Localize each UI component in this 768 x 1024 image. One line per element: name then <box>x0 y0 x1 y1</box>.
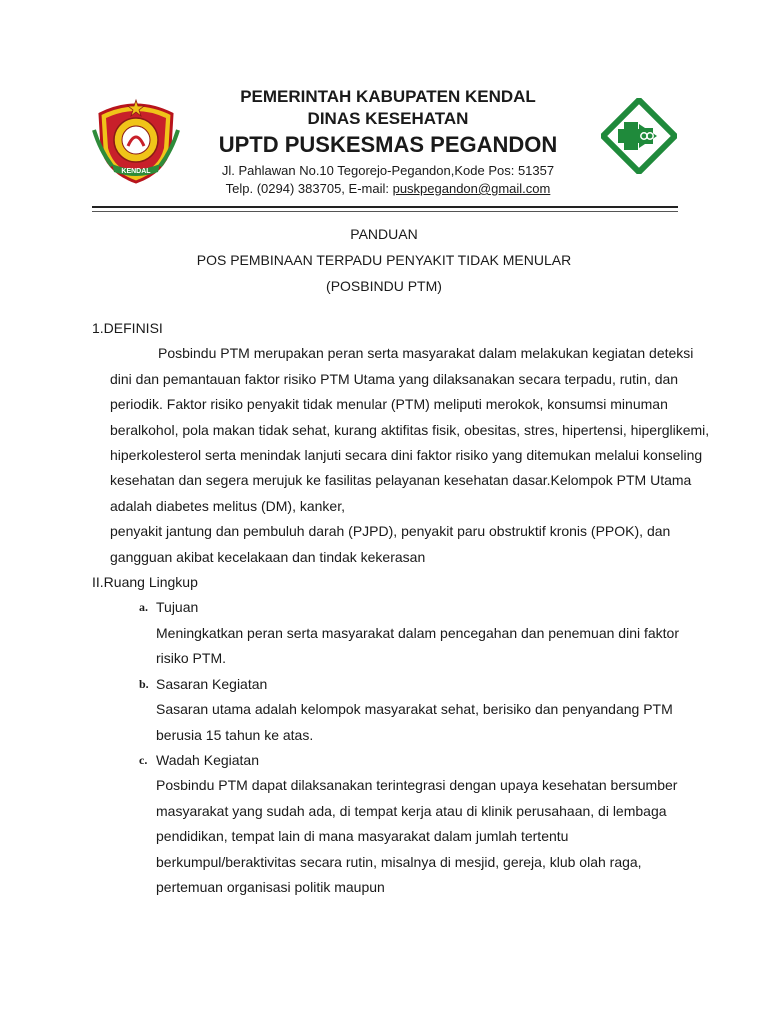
letterhead <box>190 86 586 198</box>
list-marker: a. <box>139 600 148 615</box>
letterhead-email-link[interactable]: puskpegandon@gmail.com <box>392 181 551 196</box>
definisi-paragraph-continued: penyakit jantung dan pembuluh darah (PJPD), penyakit paru obstruktif kronis (PPOK), dan gangguan akibat kecelakaan dan tindak kekerasan <box>110 523 671 565</box>
definisi-paragraph: Posbindu PTM merupakan peran serta masyarakat dalam melakukan kegiatan deteksi dini dan pemantauan faktor risiko PTM Utama yang dilaksanakan secara terpadu, rutin, dan periodik. Faktor risiko penyakit tidak menular (PTM) meliputi merokok, konsumsi minuman beralkohol, pola makan tidak sehat, kurang aktifitas fisik, obesitas, stres, hipertensi, hiperglikemi, hiperkolesterol serta menindak lanjuti secara dini faktor risiko yang ditemukan melalui konseling kesehatan dan segera merujuk ke fasilitas pelayanan kesehatan dasar.Kelompok PTM Utama adalah diabetes melitus (DM), kanker, <box>110 345 710 514</box>
letterhead-department: DINAS KESEHATAN <box>307 109 469 128</box>
title-line-2: POS PEMBINAAN TERPADU PENYAKIT TIDAK MENULAR <box>196 252 572 268</box>
list-marker: c. <box>139 752 148 767</box>
puskesmas-logo-icon <box>601 98 677 174</box>
section-heading-definisi: 1.DEFINISI <box>92 320 163 336</box>
letterhead-address: Jl. Pahlawan No.10 Tegorejo-Pegandon,Kode Pos: 51357 <box>221 163 555 178</box>
section-heading-ruang-lingkup: II.Ruang Lingkup <box>92 574 198 591</box>
kendal-emblem-icon <box>90 90 182 186</box>
letterhead-rule <box>92 206 678 208</box>
list-item-title <box>92 672 712 697</box>
list-marker: b. <box>139 676 149 691</box>
list-item <box>92 748 712 900</box>
title-line-1: PANDUAN <box>350 226 418 242</box>
document-title <box>0 221 768 299</box>
list-item-title <box>92 595 712 620</box>
list-item <box>92 672 712 748</box>
letterhead-government: PEMERINTAH KABUPATEN KENDAL <box>240 87 536 106</box>
list-item-title-text: Sasaran Kegiatan <box>156 675 268 692</box>
list-item-description: Sasaran utama adalah kelompok masyarakat sehat, berisiko dan penyandang PTM berusia 15 tahun ke atas. <box>156 701 673 743</box>
list-item-title-text: Tujuan <box>156 599 199 616</box>
list-item-description: Posbindu PTM dapat dilaksanakan terintegrasi dengan upaya kesehatan bersumber masyarakat yang sudah ada, di tempat kerja atau di klinik perusahaan, di lembaga pendidikan, tempat lain di mana masyarakat dalam jumlah tertentu berkumpul/beraktivitas secara rutin, misalnya di mesjid, gereja, klub olah raga, pertemuan organisasi politik maupun <box>156 777 678 895</box>
letterhead-contact <box>190 180 586 198</box>
title-line-3: (POSBINDU PTM) <box>326 278 442 294</box>
letterhead-phone: Telp. (0294) 383705, E-mail: <box>225 181 393 196</box>
letterhead-institution: UPTD PUSKESMAS PEGANDON <box>218 132 558 157</box>
ruang-lingkup-list <box>92 595 712 900</box>
document-body <box>92 316 712 900</box>
list-item <box>92 595 712 671</box>
list-item-title <box>92 748 712 773</box>
list-item-title-text: Wadah Kegiatan <box>156 751 259 768</box>
list-item-description: Meningkatkan peran serta masyarakat dalam pencegahan dan penemuan dini faktor risiko PTM. <box>156 624 679 667</box>
letterhead-rule-thin <box>92 211 678 212</box>
svg-text:KENDAL: KENDAL <box>121 168 151 175</box>
